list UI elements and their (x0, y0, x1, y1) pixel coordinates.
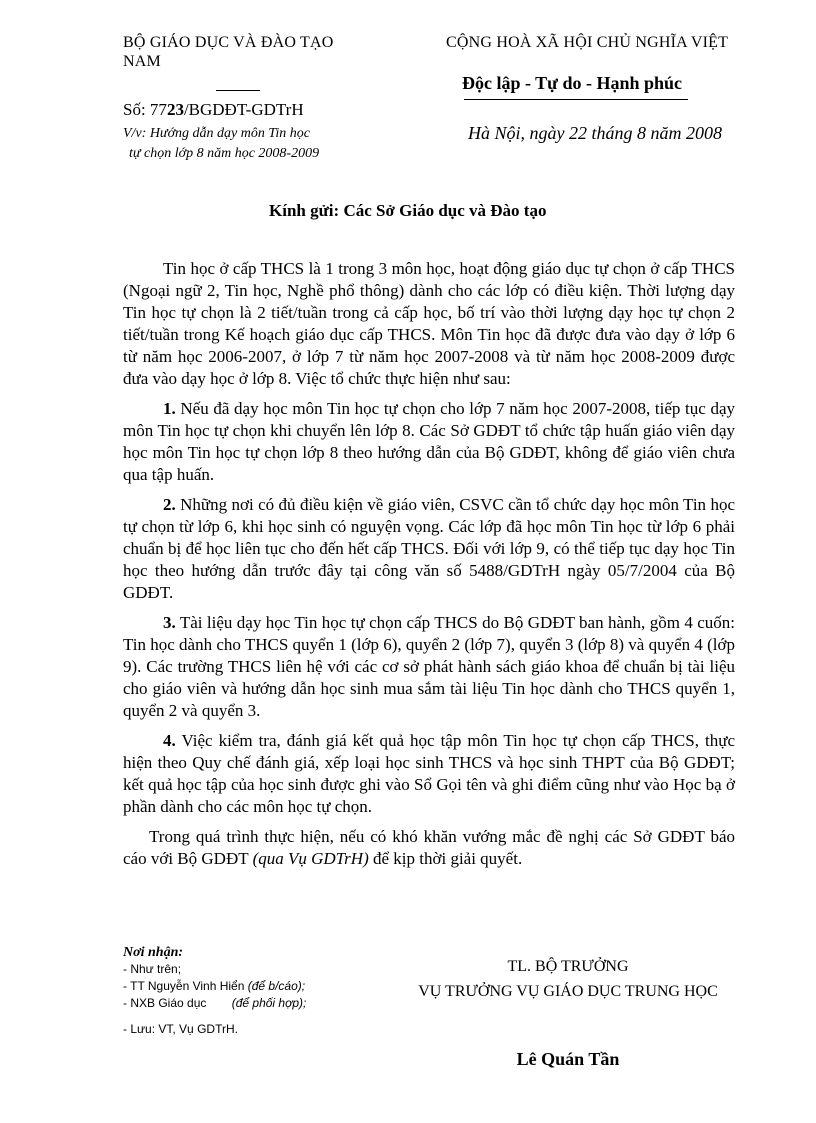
doc-number-bold: 23 (166, 100, 184, 119)
header-left-divider (216, 90, 260, 91)
recipient-3-note: (để phối hợp); (231, 996, 307, 1010)
item-3-text: Tài liệu dạy học Tin học tự chọn cấp THCS do Bộ GDĐT ban hành, gồm 4 cuốn: Tin học dành cho THCS quyển 1 (lớp 6), quyển 2 (lớp 7), quyển 3 (lớp 8) và quyển 4 (lớp 9). Các trường THCS liên hệ với các cơ sở phát hành sách giáo khoa để chuẩn bị tài liệu cho giáo viên và hướng dẫn học sinh mua sắm tài liệu Tin học dành cho THCS quyển 1, quyển 2 và quyển 3. (123, 613, 735, 720)
ministry-name: BỘ GIÁO DỤC VÀ ĐÀO TẠO (123, 34, 334, 51)
doc-number-prefix: Số: 77 (123, 100, 167, 119)
item-2 (123, 494, 735, 604)
recipient-2-text: - TT Nguyễn Vinh Hiển (123, 979, 245, 993)
subject-line-1: V/v: Hướng dẫn dạy môn Tin học (123, 126, 310, 141)
closing-paragraph (123, 826, 735, 870)
recipients-block (123, 944, 306, 1038)
recipient-1: - Như trên; (123, 962, 182, 976)
item-2-number: 2. (163, 495, 176, 514)
document-number (123, 100, 304, 120)
item-4-number: 4. (163, 731, 176, 750)
ministry-name-wrap: NAM (123, 53, 161, 70)
item-1-text: Nếu đã dạy học môn Tin học tự chọn cho lớp 7 năm học 2007-2008, tiếp tục dạy môn Tin học tự chọn khi chuyển lên lớp 8. Các Sở GDĐT tổ chức tập huấn giáo viên dạy học môn Tin học tự chọn lớp 8 theo hướng dẫn của Bộ GDĐT, không để giáo viên chưa qua tập huấn. (123, 399, 736, 484)
subject-line-2: tự chọn lớp 8 năm học 2008-2009 (129, 146, 320, 161)
recipient-3 (123, 995, 306, 1012)
closing-text-end: để kịp thời giải quyết. (368, 849, 523, 868)
place-date: Hà Nội, ngày 22 tháng 8 năm 2008 (468, 123, 722, 143)
closing-text-start: Trong quá trình thực hiện, nếu có khó khăn vướng mắc đề nghị các Sở GDĐT báo cáo với Bộ GDĐT (123, 827, 735, 868)
recipient-3-text: - NXB Giáo dục (123, 996, 207, 1010)
country-name: CỘNG HOÀ XÃ HỘI CHỦ NGHĨA VIỆT (446, 34, 729, 51)
item-4-text: Việc kiểm tra, đánh giá kết quả học tập môn Tin học tự chọn cấp THCS, thực hiện theo Quy chế đánh giá, xếp loại học sinh THCS và học sinh THPT của Bộ GDĐT; kết quả học tập của học sinh được ghi vào Sổ Gọi tên và ghi điểm cũng như vào Học bạ ở phần dành cho các môn học tự chọn. (123, 731, 735, 816)
recipient-4: - Lưu: VT, Vụ GDTrH. (123, 1022, 238, 1036)
item-1-number: 1. (163, 399, 176, 418)
recipient-2 (123, 978, 306, 995)
signature-title-1: TL. BỘ TRƯỞNG (507, 958, 629, 975)
letter-body (123, 258, 735, 870)
recipient-2-note: (để b/cáo); (247, 979, 306, 993)
signature-title-2: VỤ TRƯỞNG VỤ GIÁO DỤC TRUNG HỌC (418, 983, 718, 1000)
item-3-number: 3. (163, 613, 176, 632)
recipients-title: Nơi nhận: (123, 945, 184, 960)
item-2-text: Những nơi có đủ điều kiện về giáo viên, CSVC cần tổ chức dạy học môn Tin học tự chọn từ lớp 6, khi học sinh có nguyện vọng. Các lớp đã học môn Tin học từ lớp 6 phải chuẩn bị để học liên tục cho đến hết cấp THCS. Đối với lớp 9, có thể tiếp tục dạy học Tin học theo hướng dẫn trước đây tại công văn số 5488/GDTrH ngày 05/7/2004 của Bộ GDĐT. (123, 495, 735, 602)
intro-paragraph: Tin học ở cấp THCS là 1 trong 3 môn học, hoạt động giáo dục tự chọn ở cấp THCS (Ngoại ngữ 2, Tin học, Nghề phổ thông) dành cho các lớp có điều kiện. Thời lượng dạy Tin học tự chọn là 2 tiết/tuần trong cả cấp học, bố trí vào thời lượng dạy học tự chọn 2 tiết/tuần trong Kế hoạch giáo dục cấp THCS. Môn Tin học đã được đưa vào dạy ở lớp 6 từ năm học 2006-2007, ở lớp 7 từ năm học 2007-2008 và từ năm học 2008-2009 được đưa vào dạy học ở lớp 8. Việc tổ chức thực hiện như sau: (123, 259, 735, 388)
item-1 (123, 398, 735, 486)
national-motto: Độc lập - Tự do - Hạnh phúc (462, 73, 683, 93)
item-3 (123, 612, 735, 722)
item-4 (123, 730, 735, 818)
motto-underline (464, 99, 688, 100)
doc-number-suffix: /BGDĐT-GDTrH (183, 100, 304, 119)
closing-text-italic: (qua Vụ GDTrH) (252, 849, 369, 868)
signer-name: Lê Quán Tần (516, 1049, 620, 1069)
addressee: Kính gửi: Các Sở Giáo dục và Đào tạo (269, 201, 547, 220)
